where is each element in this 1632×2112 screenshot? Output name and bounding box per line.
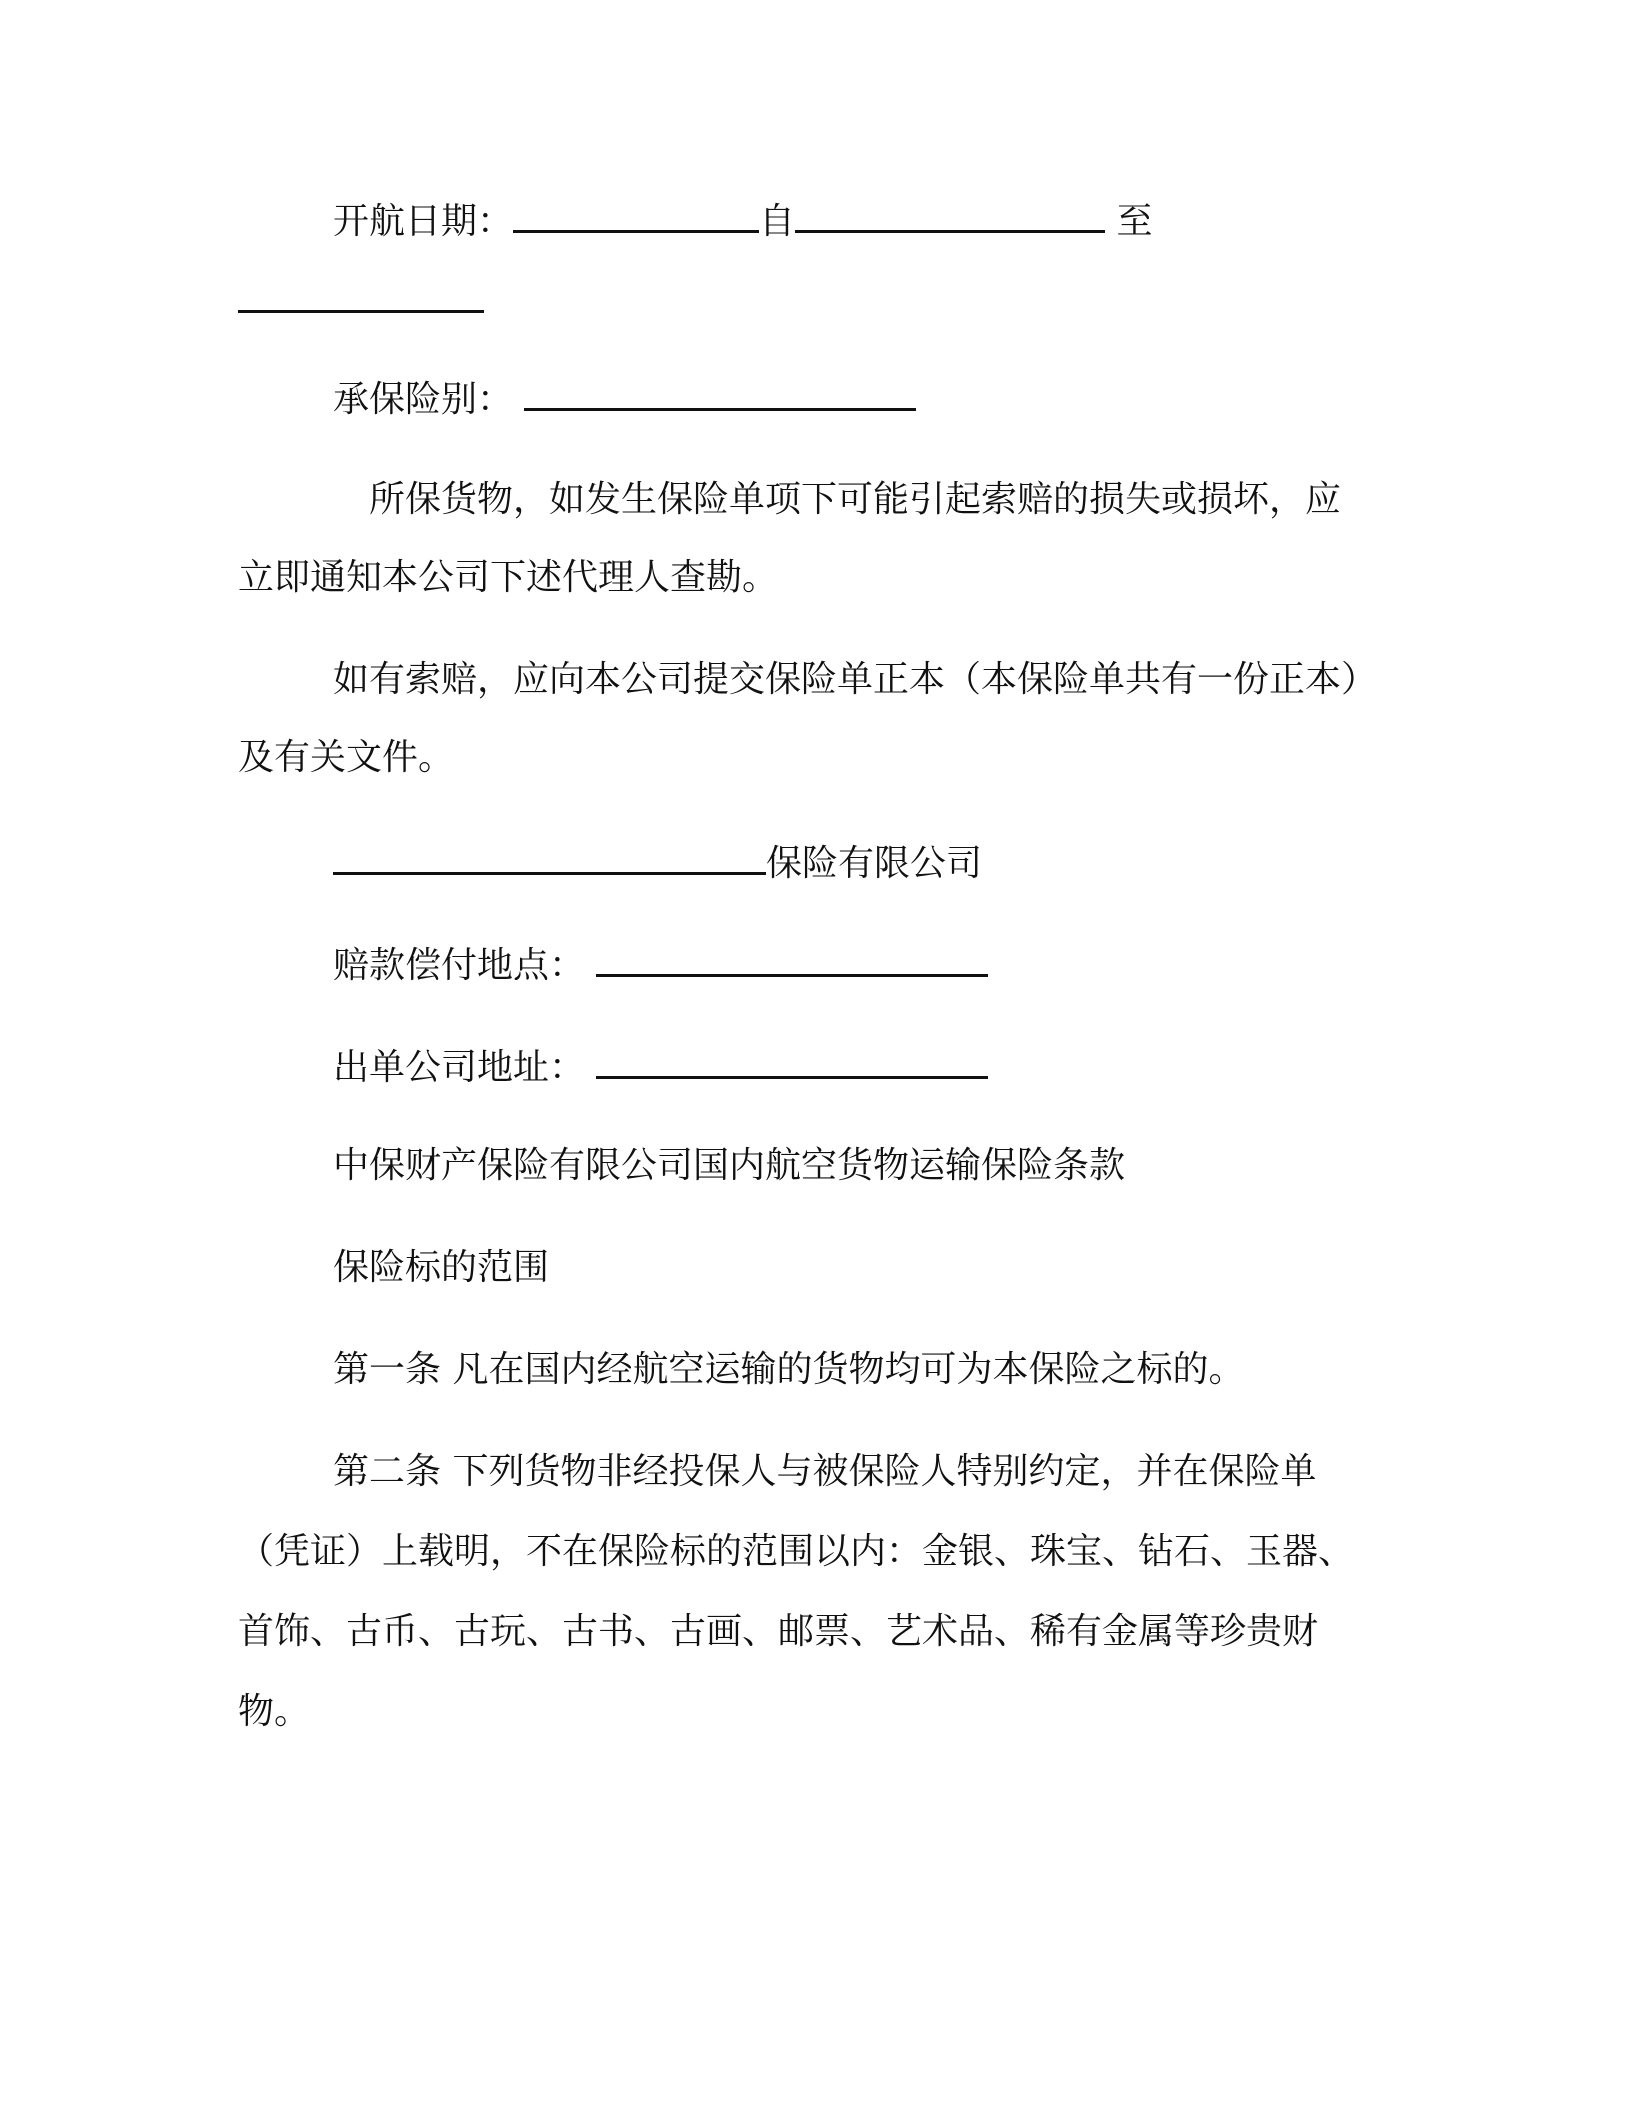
notice-line-1: 所保货物，如发生保险单项下可能引起索赔的损失或损坏，应 <box>369 479 1342 520</box>
coverage-label: 承保险别： <box>333 379 514 420</box>
coverage-line <box>333 374 916 422</box>
article-2-line-2: （凭证）上载明，不在保险标的范围以内：金银、珠宝、钻石、玉器、 <box>238 1531 1355 1572</box>
company-name-blank <box>333 838 766 875</box>
article-2-line-4: 物。 <box>238 1691 311 1732</box>
sailing-to-line <box>238 276 484 324</box>
issuing-address-blank <box>596 1042 988 1079</box>
sailing-date-blank <box>513 196 759 233</box>
sailing-from-blank <box>795 196 1105 233</box>
claim-payable-blank <box>596 940 988 977</box>
company-line <box>333 838 982 886</box>
claims-line-2: 及有关文件。 <box>238 737 455 778</box>
article-1: 第一条 凡在国内经航空运输的货物均可为本保险之标的。 <box>333 1349 1245 1390</box>
issuing-address-line <box>333 1042 988 1090</box>
sailing-to-label: 至 <box>1116 201 1153 242</box>
article-2-line-1: 第二条 下列货物非经投保人与被保险人特别约定，并在保险单 <box>333 1451 1317 1492</box>
issuing-address-label: 出单公司地址： <box>333 1047 586 1088</box>
article-2-line-3: 首饰、古币、古玩、古书、古画、邮票、艺术品、稀有金属等珍贵财 <box>238 1611 1319 1652</box>
sailing-date-label: 开航日期： <box>333 201 514 242</box>
sailing-to-blank <box>238 276 484 313</box>
notice-line-2: 立即通知本公司下述代理人查勘。 <box>238 557 779 598</box>
claim-payable-label: 赔款偿付地点： <box>333 945 586 986</box>
claim-payable-line <box>333 940 988 988</box>
claims-line-1: 如有索赔，应向本公司提交保险单正本（本保险单共有一份正本） <box>333 659 1378 700</box>
sailing-date-line <box>333 196 1153 244</box>
sailing-from-label: 自 <box>759 201 796 242</box>
company-suffix: 保险有限公司 <box>766 843 983 884</box>
coverage-blank <box>524 374 916 411</box>
clauses-title: 中保财产保险有限公司国内航空货物运输保险条款 <box>333 1145 1126 1186</box>
section-title: 保险标的范围 <box>333 1247 550 1288</box>
